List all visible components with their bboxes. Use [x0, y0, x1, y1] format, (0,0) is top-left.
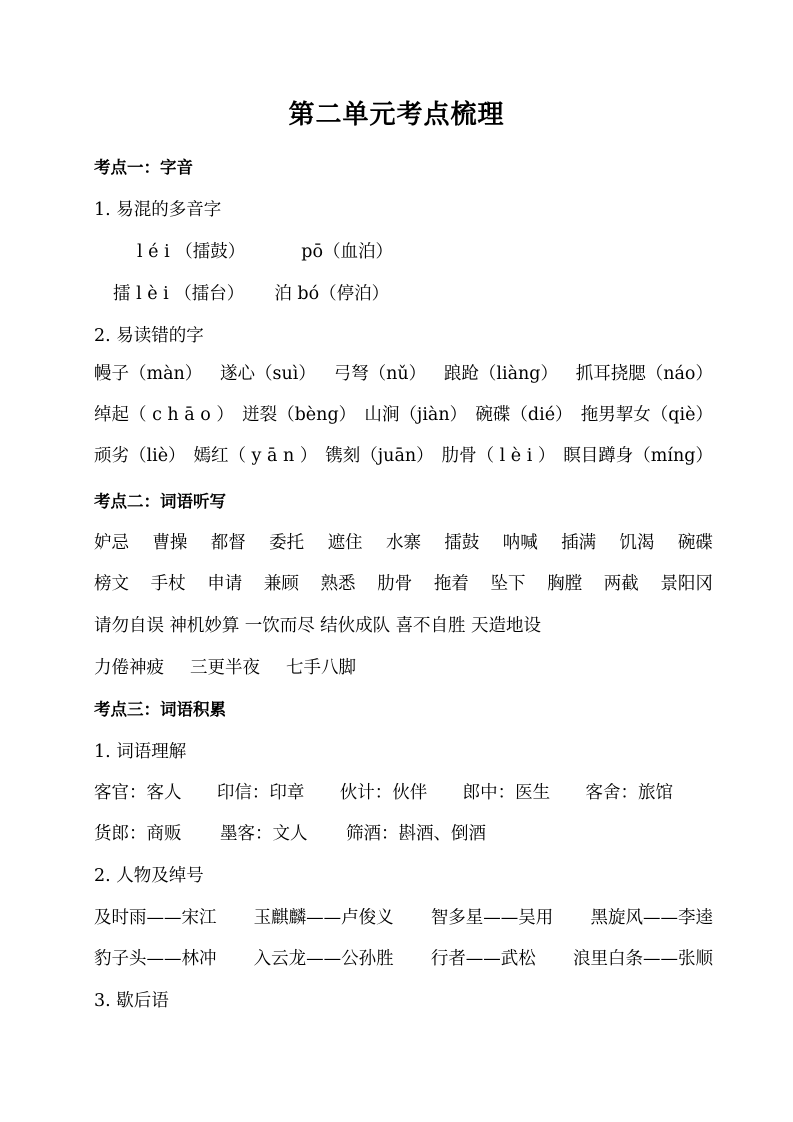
- word-meaning-item: 客官：客人: [94, 783, 182, 803]
- subheading-xiehouyu: 3. 歇后语: [94, 991, 169, 1011]
- dictation-idiom: 一饮而尽: [244, 616, 315, 636]
- dictation-word: 拖着: [433, 574, 469, 594]
- dictation-word: 擂鼓: [444, 533, 480, 553]
- dictation-idiom: 天造地设: [470, 616, 541, 636]
- word-meaning-row: [94, 822, 486, 846]
- word-meaning-item: 客舍：旅馆: [585, 783, 673, 803]
- misread-item: 拖男挈女（qiè）: [580, 405, 713, 425]
- dictation-idiom: 结伙成队: [320, 616, 391, 636]
- dictation-row: [94, 531, 713, 555]
- misread-row: [94, 403, 713, 427]
- dictation-word: 胸膛: [547, 574, 583, 594]
- misread-item: 抓耳挠腮（náo）: [575, 364, 713, 384]
- misread-item: 肋骨（ l è i ）: [441, 446, 556, 466]
- dictation-word: 饥渴: [619, 533, 655, 553]
- dictation-idiom: 三更半夜: [190, 658, 260, 678]
- dictation-word: 榜文: [94, 574, 129, 594]
- dictation-idiom: 力倦神疲: [94, 658, 164, 678]
- dictation-word: 水寨: [385, 533, 421, 553]
- misread-item: 弓弩（nǔ）: [333, 364, 427, 384]
- dictation-idiom: 请勿自误: [94, 616, 164, 636]
- word-meaning-item: 印信：印章: [216, 783, 305, 803]
- word-meaning-item: 筛酒：斟酒、倒酒: [346, 824, 486, 844]
- nickname-item: 智多星——吴用: [430, 908, 554, 928]
- dictation-idiom: 喜不自胜: [395, 616, 466, 636]
- word-meaning-item: 郎中：医生: [462, 783, 551, 803]
- word-meaning-item: 墨客：文人: [220, 824, 308, 844]
- subheading-nicknames: 2. 人物及绰号: [94, 866, 204, 886]
- misread-item: 绰起（ c h ā o ）: [94, 405, 234, 425]
- word-meaning-item: 货郎：商贩: [94, 824, 182, 844]
- section-heading-vocabulary: 考点三：词语积累: [94, 700, 226, 719]
- subheading-polyphonic: 1. 易混的多音字: [94, 200, 222, 220]
- nickname-item: 豹子头——林冲: [94, 949, 217, 969]
- polyphonic-item: 擂 l è i （擂台）: [113, 284, 245, 304]
- nickname-row: [94, 906, 713, 930]
- dictation-idiom: 七手八脚: [286, 658, 356, 678]
- dictation-word: 申请: [207, 574, 243, 594]
- misread-item: 顽劣（liè）: [94, 446, 186, 466]
- misread-item: 遂心（suì）: [220, 364, 316, 384]
- misread-item: 瞑目蹲身（míng）: [563, 446, 713, 466]
- section-heading-dictation: 考点二：词语听写: [94, 492, 226, 511]
- dictation-word: 遮住: [327, 533, 363, 553]
- dictation-row: [94, 614, 541, 638]
- dictation-word: 肋骨: [377, 574, 413, 594]
- nickname-item: 及时雨——宋江: [94, 908, 217, 928]
- misread-row: [94, 444, 713, 468]
- dictation-word: 景阳冈: [660, 574, 713, 594]
- subheading-misread: 2. 易读错的字: [94, 326, 204, 346]
- dictation-word: 呐喊: [502, 533, 538, 553]
- word-meaning-row: [94, 781, 673, 805]
- dictation-word: 手杖: [150, 574, 186, 594]
- page-title: 第二单元考点梳理: [288, 100, 505, 130]
- misread-item: 碗碟（dié）: [475, 405, 573, 425]
- misread-item: 幔子（màn）: [94, 364, 203, 384]
- nickname-item: 行者——武松: [430, 949, 536, 969]
- dictation-word: 委托: [269, 533, 305, 553]
- misread-item: 镌刻（juān）: [325, 446, 434, 466]
- polyphonic-row: [137, 240, 393, 264]
- word-meaning-item: 伙计：伙伴: [339, 783, 428, 803]
- dictation-word: 曹操: [152, 533, 188, 553]
- polyphonic-item: 泊 bó（停泊）: [274, 284, 390, 304]
- dictation-idiom: 神机妙算: [169, 616, 240, 636]
- nickname-item: 玉麒麟——卢俊义: [253, 908, 394, 928]
- nickname-item: 入云龙——公孙胜: [253, 949, 394, 969]
- dictation-word: 妒忌: [94, 533, 129, 553]
- dictation-word: 坠下: [490, 574, 526, 594]
- misread-item: 迸裂（bèng）: [242, 405, 357, 425]
- dictation-row: [94, 656, 356, 680]
- dictation-word: 两截: [603, 574, 639, 594]
- polyphonic-item: pō（血泊）: [301, 242, 393, 262]
- subheading-word-meaning: 1. 词语理解: [94, 742, 187, 762]
- section-heading-pronunciation: 考点一：字音: [94, 158, 193, 177]
- misread-item: 山涧（jiàn）: [364, 405, 468, 425]
- nickname-item: 黑旋风——李逵: [590, 908, 713, 928]
- dictation-word: 兼顾: [263, 574, 299, 594]
- nickname-item: 浪里白条——张顺: [572, 949, 713, 969]
- dictation-word: 插满: [561, 533, 597, 553]
- nickname-row: [94, 947, 713, 971]
- dictation-word: 熟悉: [320, 574, 356, 594]
- misread-row: [94, 362, 713, 386]
- misread-item: 嫣红（ y ā n ）: [193, 446, 318, 466]
- polyphonic-item: l é i （擂鼓）: [137, 242, 246, 262]
- dictation-word: 碗碟: [677, 533, 713, 553]
- dictation-word: 都督: [210, 533, 246, 553]
- polyphonic-row: [113, 282, 389, 306]
- misread-item: 踉跄（liàng）: [443, 364, 558, 384]
- dictation-row: [94, 572, 713, 596]
